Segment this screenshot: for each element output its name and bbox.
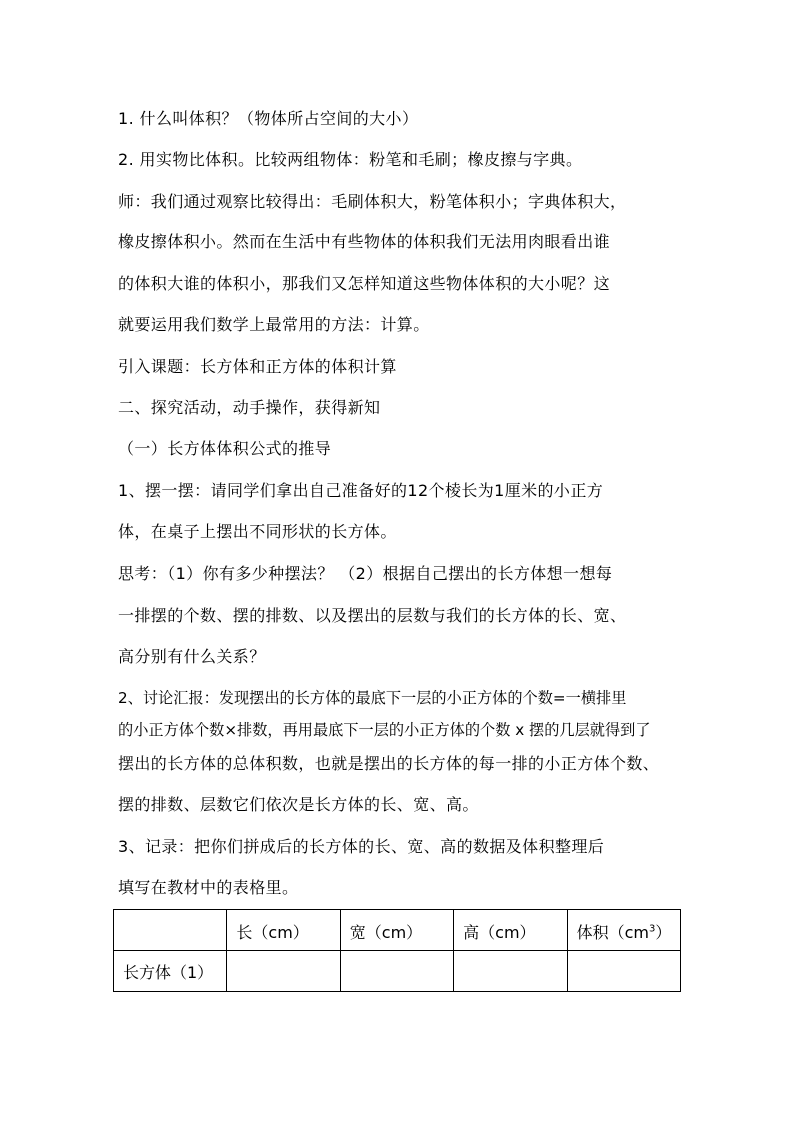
- header-volume-exponent: 3: [648, 923, 656, 935]
- step3-line-1: 3、记录：把你们拼成后的长方体的长、宽、高的数据及体积整理后: [118, 837, 605, 856]
- header-volume-label: 体积（cm: [576, 923, 649, 942]
- teacher-paragraph-line-4: 就要运用我们数学上最常用的方法：计算。: [118, 315, 430, 334]
- header-volume: [567, 910, 680, 951]
- header-height: 高（cm）: [454, 910, 567, 951]
- question-volume-definition: 1. 什么叫体积？（物体所占空间的大小）: [118, 109, 419, 128]
- header-width: 宽（cm）: [340, 910, 453, 951]
- volume-cell: [567, 951, 680, 992]
- step2-line-2: 的小正方体个数×排数，再用最底下一层的小正方体的个数 x 摆的几层就得到了: [118, 721, 651, 739]
- think-line-2: 一排摆的个数、摆的排数、以及摆出的层数与我们的长方体的长、宽、: [118, 606, 627, 625]
- teacher-paragraph-line-3: 的体积大谁的体积小，那我们又怎样知道这些物体体积的大小呢？这: [118, 274, 611, 293]
- teacher-paragraph-line-2: 橡皮擦体积小。然而在生活中有些物体的体积我们无法用肉眼看出谁: [118, 232, 611, 251]
- think-line-1: 思考：（1）你有多少种摆法？ （2）根据自己摆出的长方体想一想每: [118, 564, 613, 583]
- compare-objects-line: 2. 用实物比体积。比较两组物体：粉笔和毛刷；橡皮擦与字典。: [118, 150, 583, 169]
- teacher-paragraph-line-1: 师：我们通过观察比较得出：毛刷体积大，粉笔体积小；字典体积大，: [118, 192, 627, 211]
- header-empty-cell: [114, 910, 227, 951]
- table-row: [114, 951, 681, 992]
- height-cell: [454, 951, 567, 992]
- step2-line-4: 摆的排数、层数它们依次是长方体的长、宽、高。: [118, 795, 479, 814]
- step1-line-2: 体，在桌子上摆出不同形状的长方体。: [118, 522, 397, 541]
- step2-line-1: 2、讨论汇报：发现摆出的长方体的最底下一层的小正方体的个数=一横排里: [118, 689, 627, 707]
- header-length: 长（cm）: [227, 910, 340, 951]
- step2-line-3: 摆出的长方体的总体积数，也就是摆出的长方体的每一排的小正方体个数、: [118, 754, 660, 773]
- header-volume-close: ）: [655, 923, 672, 942]
- width-cell: [340, 951, 453, 992]
- table-header-row: [114, 910, 681, 951]
- think-line-3: 高分别有什么关系？: [118, 647, 266, 666]
- subsection-heading-formula: （一）长方体体积公式的推导: [118, 439, 332, 458]
- lesson-topic: 引入课题：长方体和正方体的体积计算: [118, 357, 397, 376]
- cuboid-record-table: [113, 909, 681, 992]
- step3-line-2: 填写在教材中的表格里。: [118, 878, 299, 897]
- row-label: 长方体（1）: [114, 951, 227, 992]
- step1-line-1: 1、摆一摆：请同学们拿出自己准备好的12个棱长为1厘米的小正方: [118, 481, 604, 500]
- length-cell: [227, 951, 340, 992]
- section-heading-explore: 二、探究活动，动手操作，获得新知: [118, 398, 381, 417]
